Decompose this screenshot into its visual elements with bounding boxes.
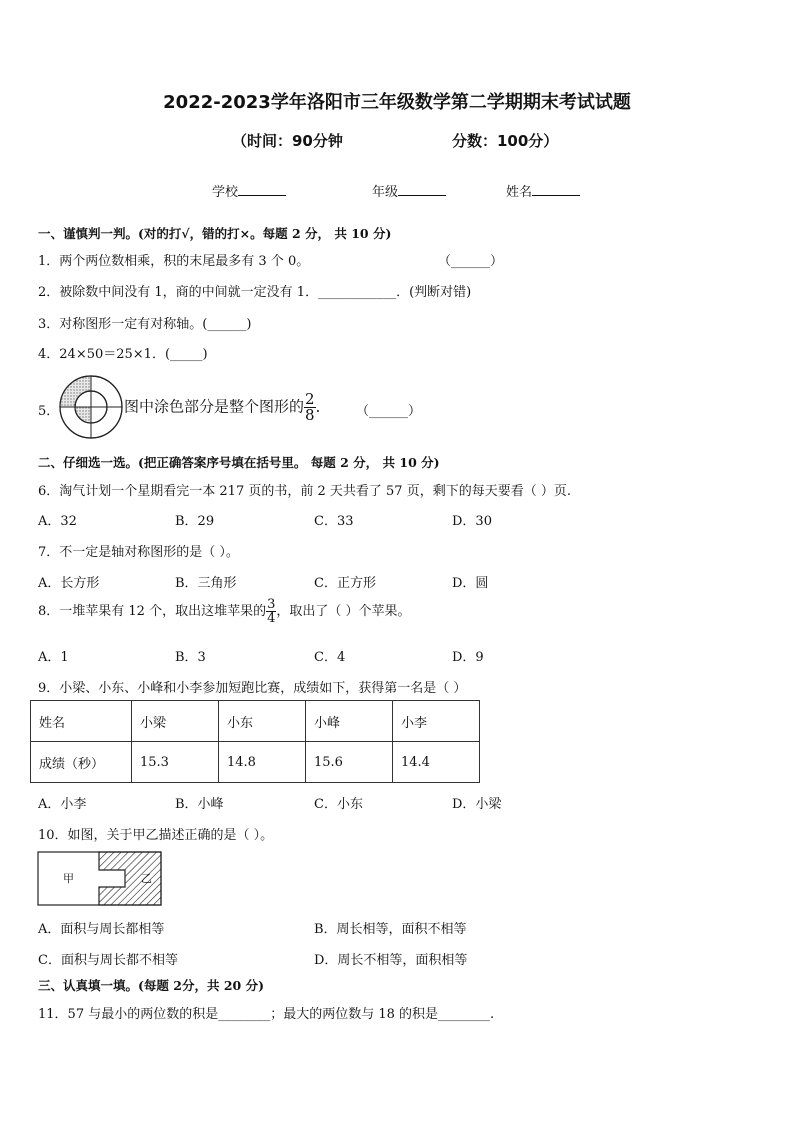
q7-option-b[interactable]: B．三角形 (175, 576, 237, 591)
question-4: 4．24×50＝25×1．(_____) (38, 347, 208, 362)
q5-circle-figure (58, 374, 124, 440)
table-cell: 小李 (393, 701, 480, 742)
table-row (31, 742, 480, 783)
question-8-suffix: ，取出了（ ）个苹果。 (276, 604, 411, 619)
q9-option-a[interactable]: A．小李 (38, 797, 87, 812)
q10-figure (37, 851, 165, 907)
q9-option-c[interactable]: C．小东 (314, 797, 363, 812)
q7-option-d[interactable]: D．圆 (452, 576, 489, 591)
table-cell: 小东 (219, 701, 306, 742)
name-label: 姓名 (506, 185, 533, 200)
page-title: 2022-2023学年洛阳市三年级数学第二学期期末考试试题 (163, 92, 631, 113)
exam-time: （时间：90分钟 (232, 132, 343, 150)
question-6: 6．淘气计划一个星期看完一本 217 页的书，前 2 天共看了 57 页，剩下的每天要看（ ）页. (38, 484, 571, 499)
grade-blank[interactable] (398, 183, 446, 196)
question-1-blank[interactable]: （______） (438, 254, 504, 269)
table-cell: 姓名 (31, 701, 132, 742)
q7-option-c[interactable]: C．正方形 (314, 576, 376, 591)
q10-option-a[interactable]: A．面积与周长都相等 (38, 922, 165, 937)
question-5-number: 5． (38, 404, 60, 419)
question-2-suffix: ．(判断对错) (396, 285, 472, 300)
section2-heading: 二、仔细选一选。(把正确答案序号填在括号里。 每题 2 分， 共 10 分) (38, 455, 440, 470)
q10-option-b[interactable]: B．周长相等，面积不相等 (314, 922, 467, 937)
q8-option-d[interactable]: D．9 (452, 650, 484, 665)
q7-option-a[interactable]: A．长方形 (38, 576, 100, 591)
question-5 (124, 392, 331, 423)
fraction-numerator: 2 (305, 390, 315, 408)
exam-score: 分数：100分） (452, 132, 559, 150)
q10-option-c[interactable]: C．面积与周长都不相等 (38, 953, 178, 968)
q9-score-table (30, 700, 480, 783)
q10-label-yi: 乙 (141, 872, 152, 885)
q8-option-b[interactable]: B．3 (175, 650, 206, 665)
q6-option-a[interactable]: A．32 (38, 514, 77, 529)
question-8-text: 8．一堆苹果有 12 个，取出这堆苹果的 (38, 604, 267, 619)
question-2-blank[interactable]: ____________ (318, 285, 397, 300)
question-1: 1．两个两位数相乘，积的末尾最多有 3 个 0。 (38, 254, 310, 269)
fraction-numerator: 3 (267, 597, 276, 612)
name-blank[interactable] (532, 183, 580, 196)
table-cell: 小峰 (306, 701, 393, 742)
q6-option-d[interactable]: D．30 (452, 514, 492, 529)
q8-option-c[interactable]: C．4 (314, 650, 346, 665)
table-row (31, 701, 480, 742)
question-8 (38, 598, 411, 625)
q9-option-d[interactable]: D．小梁 (452, 797, 502, 812)
question-2 (38, 281, 471, 300)
fraction-denominator: 4 (267, 611, 276, 626)
name-field[interactable] (506, 181, 580, 200)
question-8-fraction (266, 598, 276, 625)
q8-option-a[interactable]: A．1 (38, 650, 69, 665)
question-9: 9．小梁、小东、小峰和小李参加短跑比赛，成绩如下，获得第一名是（ ） (38, 681, 467, 696)
q6-option-b[interactable]: B．29 (175, 514, 215, 529)
q9-option-b[interactable]: B．小峰 (175, 797, 224, 812)
table-cell: 15.6 (306, 742, 393, 783)
question-5-text: 图中涂色部分是整个图形的 (124, 397, 305, 416)
q10-option-d[interactable]: D．周长不相等，面积相等 (314, 953, 468, 968)
grade-label: 年级 (372, 185, 399, 200)
grade-field[interactable] (372, 181, 446, 200)
school-label: 学校 (212, 185, 239, 200)
q10-label-jia: 甲 (63, 872, 74, 885)
table-cell: 14.4 (393, 742, 480, 783)
question-3: 3．对称图形一定有对称轴。(______) (38, 317, 252, 332)
question-5-end: ． (315, 397, 331, 416)
question-2-text: 2．被除数中间没有 1，商的中间就一定没有 1． (38, 285, 319, 300)
question-5-fraction (304, 392, 316, 423)
school-field[interactable] (212, 181, 286, 200)
question-5-blank[interactable]: （______） (356, 404, 422, 419)
question-7: 7．不一定是轴对称图形的是（ ）。 (38, 545, 239, 560)
q6-option-c[interactable]: C．33 (314, 514, 354, 529)
table-cell: 小梁 (132, 701, 219, 742)
school-blank[interactable] (238, 183, 286, 196)
question-11: 11．57 与最小的两位数的积是________；最大的两位数与 18 的积是________. (38, 1007, 495, 1022)
question-10: 10．如图，关于甲乙描述正确的是（ ）。 (38, 828, 274, 843)
fraction-denominator: 8 (305, 406, 315, 424)
table-cell: 成绩（秒） (31, 742, 132, 783)
section1-heading: 一、谨慎判一判。(对的打√，错的打×。每题 2 分， 共 10 分) (38, 226, 392, 241)
section3-heading: 三、认真填一填。(每题 2分，共 20 分) (38, 978, 264, 993)
table-cell: 15.3 (132, 742, 219, 783)
table-cell: 14.8 (219, 742, 306, 783)
